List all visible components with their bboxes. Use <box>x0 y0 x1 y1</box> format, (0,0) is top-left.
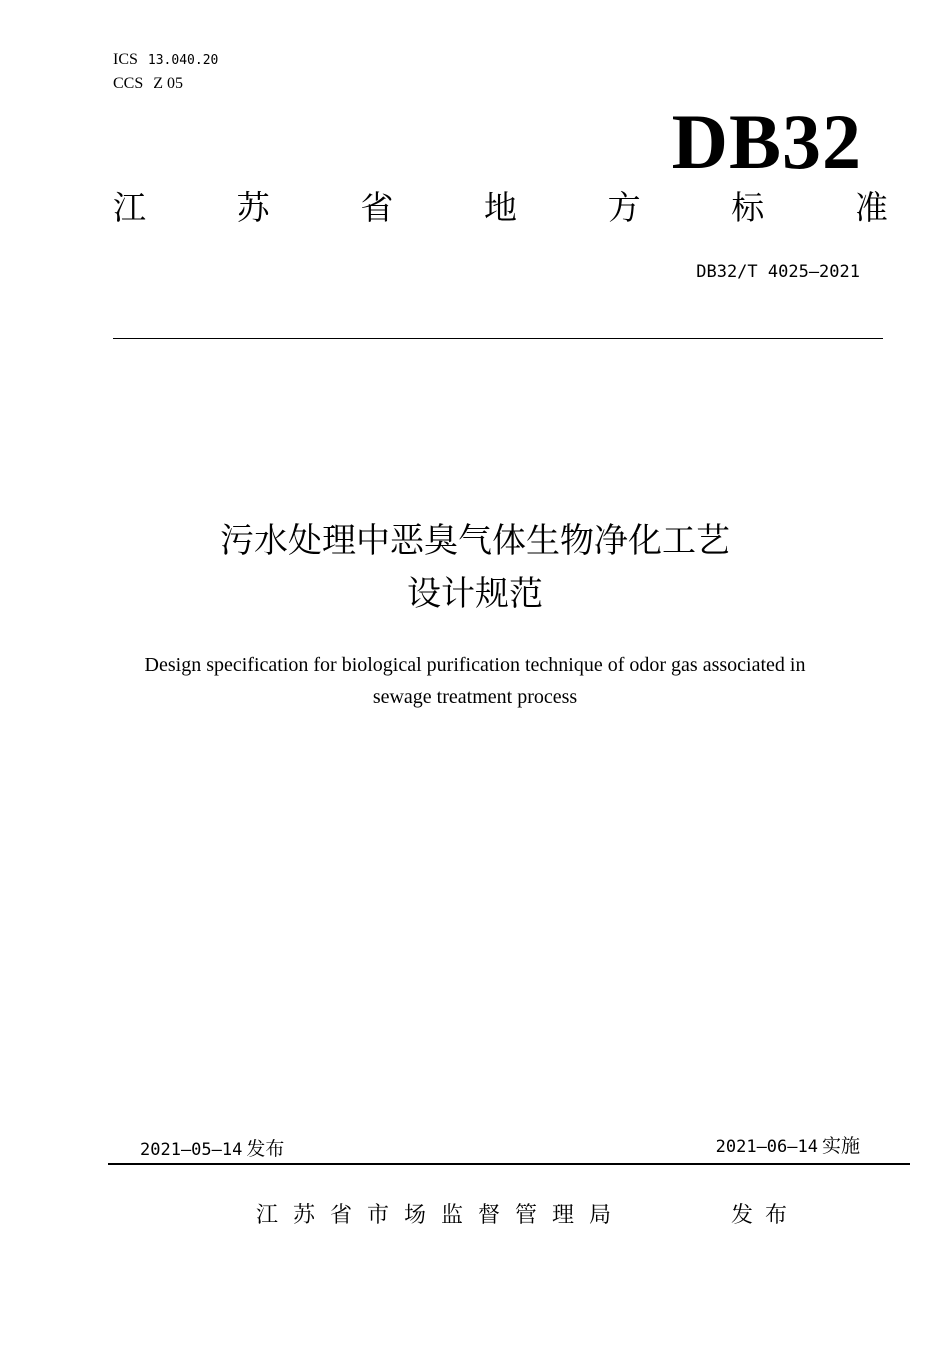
english-title-line-1: Design specification for biological purification technique of odor gas associated in <box>144 654 806 676</box>
issue-date-block <box>140 1137 284 1162</box>
publish-word: 发布 <box>731 1203 800 1228</box>
ics-code: 13.040.20 <box>147 53 219 68</box>
bottom-divider <box>108 1163 910 1165</box>
ccs-code: Z 05 <box>153 75 184 92</box>
standard-type-char: 方 <box>607 188 641 227</box>
ics-label: ICS <box>113 51 138 68</box>
standard-type-title <box>113 186 888 230</box>
ics-line <box>113 50 218 70</box>
implement-label: 实施 <box>821 1135 860 1157</box>
standard-type-char: 标 <box>731 188 765 227</box>
issue-date: 2021—05—14 <box>140 1140 243 1160</box>
chinese-title-line-2: 设计规范 <box>407 574 543 614</box>
standard-type-char: 江 <box>113 188 146 227</box>
standard-type-char: 准 <box>854 188 888 227</box>
standard-number: DB32/T 4025—2021 <box>696 262 860 282</box>
top-divider <box>113 338 883 339</box>
db32-logo: DB32 <box>671 98 862 185</box>
chinese-title-line-1: 污水处理中恶臭气体生物净化工艺 <box>220 521 730 561</box>
standard-type-char: 地 <box>483 188 517 227</box>
ccs-line <box>113 74 183 93</box>
implement-date-block <box>716 1134 860 1159</box>
publisher-name: 江苏省市场监督管理局 <box>256 1203 627 1228</box>
implement-date: 2021—06—14 <box>715 1137 818 1157</box>
english-title-line-2: sewage treatment process <box>372 686 578 708</box>
issue-label: 发布 <box>246 1138 285 1160</box>
standard-type-char: 省 <box>360 188 394 227</box>
ccs-label: CCS <box>113 75 144 92</box>
standard-type-char: 苏 <box>236 188 270 227</box>
